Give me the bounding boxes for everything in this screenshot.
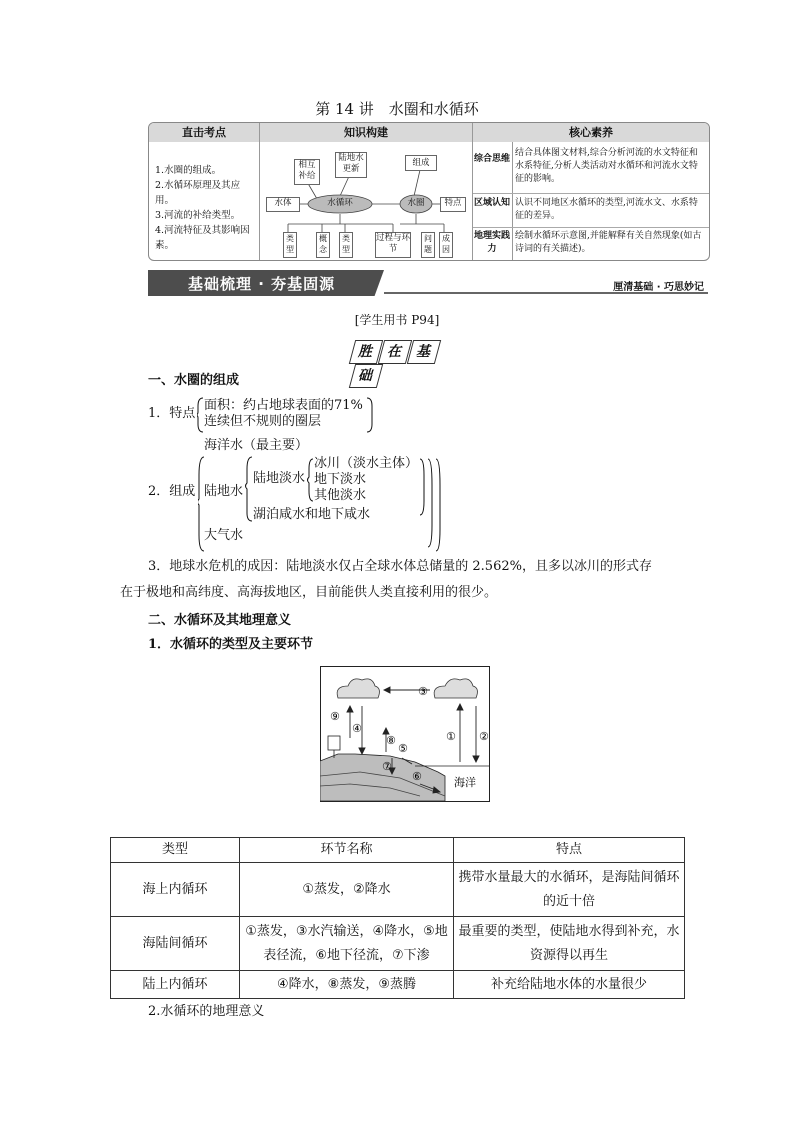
kb-water-body: 水体 — [266, 197, 300, 212]
ocean-label: 海洋 — [454, 776, 476, 789]
water-cycle-diagram — [320, 666, 490, 802]
table-cell-feature: 补充给陆地水体的水量很少 — [454, 971, 685, 999]
section-title — [352, 340, 464, 384]
kb-process: 过程与环节 — [375, 232, 411, 258]
point-item: 2.水循环原理及其应用。 — [155, 180, 241, 206]
num-9: ⑨ — [330, 710, 340, 723]
num-5: ⑤ — [398, 742, 408, 755]
num-6: ⑥ — [412, 770, 422, 783]
composition-label: 2．组成 — [148, 484, 196, 499]
kb-causes: 成因 — [439, 232, 453, 258]
section-banner — [148, 270, 708, 296]
literacy-row — [473, 147, 709, 193]
subheading-cycle-types: 1．水循环的类型及主要环节 — [148, 637, 314, 652]
atmospheric-water: 大气水 — [204, 528, 244, 543]
literacy-row — [473, 230, 709, 258]
kb-mutual: 相互补给 — [294, 159, 320, 185]
table-header: 环节名称 — [240, 838, 454, 863]
point-item: 3.河流的补给类型。 — [155, 210, 241, 221]
crisis-line-2: 在于极地和高纬度、高海拔地区，目前能供人类直接利用的很少。 — [120, 585, 498, 600]
ocean-water: 海洋水（最主要） — [204, 438, 309, 453]
num-7: ⑦ — [382, 760, 392, 773]
subheading-significance: 2.水循环的地理意义 — [148, 1004, 265, 1019]
banner-left-text: 基础梳理 · 夯基固源 — [188, 275, 336, 293]
kb-composition: 组成 — [405, 155, 437, 171]
literacy-label: 地理实践力 — [473, 231, 510, 254]
summary-box — [148, 122, 710, 261]
kb-features: 特点 — [440, 197, 466, 212]
heading-part2: 二、水循环及其地理意义 — [148, 613, 292, 628]
table-header: 特点 — [454, 838, 685, 863]
feature-area: 面积：约占地球表面的71% — [204, 398, 363, 413]
literacy-label: 综合思维 — [473, 154, 510, 164]
kb-land-update: 陆地水更新 — [335, 152, 367, 178]
ground-fresh-water: 地下淡水 — [314, 472, 367, 487]
section-char: 在 — [378, 340, 412, 364]
table-cell-links: ④降水，⑧蒸发，⑨蒸腾 — [240, 971, 454, 999]
land-fresh-water: 陆地淡水 — [253, 471, 306, 486]
literacy-label: 区域认知 — [473, 198, 510, 208]
table-cell-feature: 最重要的类型，使陆地水得到补充，水资源得以再生 — [454, 917, 685, 971]
feature-label: 1．特点 — [148, 406, 196, 421]
kb-hydrosphere: 水圈 — [407, 198, 425, 208]
table-cell-type: 海上内循环 — [111, 863, 240, 917]
num-2: ② — [479, 730, 489, 743]
section-char: 胜 — [349, 340, 383, 364]
table-cell-feature: 携带水量最大的水循环，是海陆间循环的近十倍 — [454, 863, 685, 917]
cycle-table — [110, 837, 685, 999]
section-char: 础 — [349, 364, 383, 388]
table-row — [111, 971, 685, 999]
point-item: 4.河流特征及其影响因素。 — [155, 225, 250, 251]
num-8: ⑧ — [386, 734, 396, 747]
table-header: 类型 — [111, 838, 240, 863]
literacy-row — [473, 197, 709, 225]
table-cell-type: 海陆间循环 — [111, 917, 240, 971]
kb-problems: 问题 — [421, 232, 435, 258]
table-cell-links: ①蒸发，②降水 — [240, 863, 454, 917]
num-3: ③ — [418, 685, 428, 698]
crisis-line-1: 3．地球水危机的成因：陆地淡水仅占全球水体总储量的 2.562%，且多以冰川的形式存 — [148, 559, 652, 574]
banner-right-text: 厘清基础 · 巧思妙记 — [613, 282, 704, 293]
literacy-text: 认识不同地区水循环的类型,河流水文、水系特征的差异。 — [515, 198, 698, 221]
table-row — [111, 863, 685, 917]
table-header-row — [111, 838, 685, 863]
num-1: ① — [446, 730, 456, 743]
kb-water-cycle: 水循环 — [327, 198, 353, 208]
table-cell-links: ①蒸发，③水汽输送，④降水，⑤地表径流，⑥地下径流，⑦下渗 — [240, 917, 454, 971]
page-title: 第 14 讲 水圈和水循环 — [315, 100, 479, 118]
section-char: 基 — [407, 340, 441, 364]
table-row — [111, 917, 685, 971]
land-water: 陆地水 — [204, 484, 244, 499]
header-knowledge: 知识构建 — [260, 123, 472, 142]
book-ref: [学生用书 P94] — [354, 313, 440, 327]
kb-concept: 概念 — [316, 232, 330, 258]
literacy-text: 绘制水循环示意图,并能解释有关自然现象(如古诗词的有关描述)。 — [515, 231, 702, 254]
exam-points-list — [155, 163, 259, 253]
glacier: 冰川（淡水主体） — [314, 456, 419, 471]
point-item: 1.水圈的组成。 — [155, 165, 222, 176]
header-literacy: 核心素养 — [473, 123, 709, 142]
num-4: ④ — [352, 722, 362, 735]
other-fresh-water: 其他淡水 — [314, 488, 367, 503]
kb-types: 类型 — [283, 232, 297, 258]
feature-continuous: 连续但不规则的圈层 — [204, 414, 322, 429]
literacy-text: 结合具体图文材料,综合分析河流的水文特征和水系特征,分析人类活动对水循环和河流水文特征的影响。 — [515, 148, 698, 184]
salt-water: 湖泊咸水和地下咸水 — [253, 507, 371, 522]
kb-types2: 类型 — [339, 232, 353, 258]
heading-part1: 一、水圈的组成 — [148, 373, 240, 388]
header-exam-points: 直击考点 — [149, 123, 259, 142]
table-cell-type: 陆上内循环 — [111, 971, 240, 999]
